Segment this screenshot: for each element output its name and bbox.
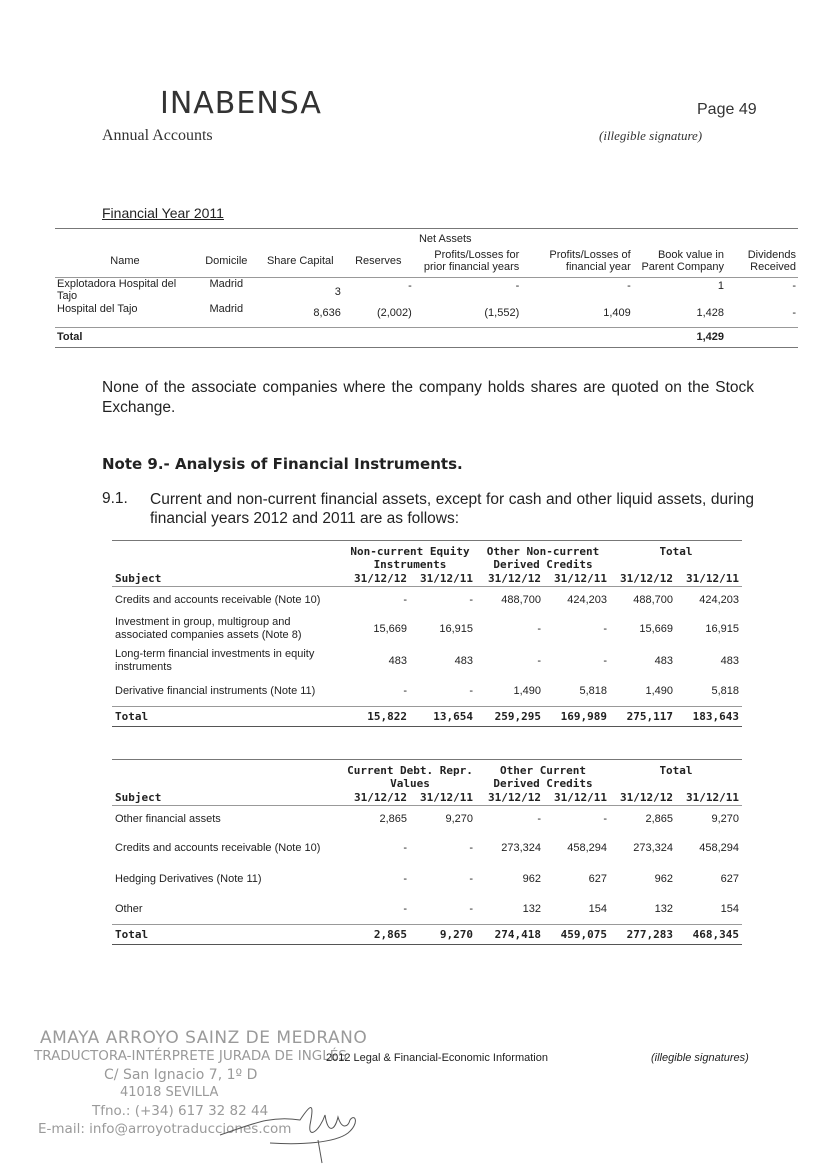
note-heading: Note 9.- Analysis of Financial Instruments. — [102, 455, 463, 473]
cell: Other financial assets — [115, 813, 221, 826]
footer-signatures: (illegible signatures) — [651, 1052, 749, 1064]
group-header: Total — [659, 545, 693, 558]
cell: 962 — [654, 873, 673, 885]
column-header: Name — [110, 254, 140, 267]
cell: 5,818 — [711, 685, 739, 698]
cell: 424,203 — [567, 593, 607, 606]
cell: 1,490 — [645, 685, 673, 698]
cell: Madrid — [209, 277, 244, 290]
total-cell: 259,295 — [494, 710, 541, 723]
table-row — [112, 613, 742, 645]
cell: - — [403, 685, 407, 698]
cell: 15,669 — [373, 622, 407, 635]
cell: 154 — [720, 903, 739, 916]
cell: - — [792, 279, 796, 292]
item-text: Current and non-current financial assets, except for cash and other liquid assets, during financial years 2012 and 2011 are as follows: — [150, 491, 754, 527]
group-header: Non-current Equity Instruments — [350, 544, 470, 571]
group-header: Other Non-current Derived Credits — [486, 544, 600, 571]
table-current-financial-assets — [112, 759, 742, 945]
total-cell: 275,117 — [626, 710, 673, 723]
total-cell: 13,654 — [433, 710, 473, 723]
cell: (2,002) — [376, 307, 412, 319]
stamp-line: TRADUCTORA-INTÉRPRETE JURADA DE INGLÉS — [34, 1048, 347, 1064]
cell: - — [603, 654, 607, 667]
cell: 15,669 — [639, 622, 673, 635]
associates-paragraph: None of the associate companies where the company holds shares are quoted on the Stock Exchange. — [102, 379, 754, 416]
cell: - — [603, 622, 607, 635]
date-header: 31/12/12 — [620, 571, 673, 585]
cell: 132 — [654, 903, 673, 916]
column-header: Reserves — [355, 254, 402, 267]
stamp-line: E-mail: info@arroyotraducciones.com — [38, 1121, 292, 1137]
cell: - — [537, 813, 541, 826]
handwritten-signature-icon — [210, 1085, 390, 1165]
stamp-line: C/ San Ignacio 7, 1º D — [104, 1067, 258, 1083]
cell: 5,818 — [579, 685, 607, 698]
column-header: Profits/Losses for prior financial years — [423, 248, 520, 273]
cell: 627 — [588, 873, 607, 885]
cell: - — [408, 279, 412, 292]
total-cell: 9,270 — [439, 928, 473, 941]
cell: - — [469, 903, 473, 916]
column-header: Share Capital — [266, 254, 334, 267]
cell: Explotadora Hospital del Tajo — [57, 277, 177, 302]
financial-year-title: Financial Year 2011 — [102, 205, 224, 221]
cell: Investment in group, multigroup and associated companies assets (Note 8) — [115, 615, 302, 641]
cell: 1,409 — [603, 307, 631, 319]
cell: - — [403, 593, 407, 606]
cell: 132 — [522, 903, 541, 916]
total-label: Total — [57, 331, 83, 343]
total-label: Total — [115, 928, 149, 941]
cell: 16,915 — [439, 622, 473, 635]
cell: - — [469, 685, 473, 698]
cell: Madrid — [209, 303, 244, 315]
table-row — [112, 677, 742, 707]
page-number: Page 49 — [697, 101, 757, 118]
cell: 16,915 — [705, 622, 739, 635]
total-cell: 2,865 — [373, 928, 407, 941]
subject-header: Subject — [115, 790, 162, 804]
cell: 458,294 — [699, 842, 739, 854]
cell: 2,865 — [645, 813, 673, 826]
total-cell: 274,418 — [494, 928, 541, 941]
item-number: 9.1. — [102, 490, 128, 507]
cell: 488,700 — [633, 593, 673, 606]
cell: 273,324 — [633, 842, 673, 854]
total-cell: 169,989 — [560, 710, 607, 723]
cell: - — [469, 842, 473, 854]
date-header: 31/12/12 — [354, 790, 407, 804]
date-header: 31/12/11 — [686, 571, 739, 585]
cell: 1 — [717, 279, 724, 292]
cell: 483 — [388, 654, 407, 667]
group-header: Total — [659, 764, 693, 777]
date-header: 31/12/12 — [488, 790, 541, 804]
cell: - — [603, 813, 607, 826]
table-financial-year-2011 — [55, 228, 798, 348]
cell: 424,203 — [699, 593, 739, 606]
total-row — [112, 707, 742, 727]
date-header: 31/12/12 — [354, 571, 407, 585]
column-header: Domicile — [205, 254, 248, 267]
table-row — [55, 303, 798, 327]
cell: Hospital del Tajo — [57, 303, 138, 315]
date-header: 31/12/11 — [554, 790, 607, 804]
total-cell: 277,283 — [626, 928, 673, 941]
company-logo: INABENSA — [160, 86, 322, 121]
table-row — [112, 833, 742, 864]
cell: 483 — [654, 654, 673, 667]
cell: - — [403, 842, 407, 854]
cell: 9,270 — [445, 813, 473, 826]
document-subtitle: Annual Accounts — [102, 127, 213, 144]
cell: 2,865 — [379, 813, 407, 826]
cell: - — [627, 279, 631, 292]
table-row — [112, 645, 742, 677]
total-cell: 468,345 — [692, 928, 739, 941]
cell: 962 — [522, 873, 541, 885]
cell: 9,270 — [711, 813, 739, 826]
total-label: Total — [115, 710, 149, 723]
cell: - — [537, 622, 541, 635]
group-header-net-assets: Net Assets — [418, 233, 472, 245]
cell: 3 — [334, 285, 341, 298]
signature-note: (illegible signature) — [599, 128, 703, 143]
cell: 483 — [454, 654, 473, 667]
cell: 1,490 — [513, 685, 541, 698]
cell: 8,636 — [313, 307, 341, 319]
cell: - — [537, 654, 541, 667]
cell: 483 — [720, 654, 739, 667]
column-header: Book value in Parent Company — [641, 248, 724, 273]
cell: - — [469, 593, 473, 606]
date-header: 31/12/11 — [686, 790, 739, 804]
cell: - — [792, 307, 796, 319]
total-cell: 15,822 — [367, 710, 407, 723]
cell: 1,428 — [696, 307, 724, 319]
cell: 273,324 — [501, 842, 541, 854]
footer-text: 2012 Legal & Financial-Economic Information — [326, 1052, 548, 1064]
cell: Other — [115, 903, 143, 916]
column-header: Dividends Received — [747, 248, 796, 273]
cell: - — [469, 873, 473, 885]
group-header: Current Debt. Repr. Values — [347, 763, 473, 790]
total-value: 1,429 — [696, 331, 724, 343]
subject-header: Subject — [115, 571, 162, 585]
date-header: 31/12/11 — [420, 571, 473, 585]
group-header: Other Current Derived Credits — [493, 763, 593, 790]
cell: 488,700 — [501, 593, 541, 606]
cell: Credits and accounts receivable (Note 10) — [115, 842, 321, 854]
date-header: 31/12/11 — [420, 790, 473, 804]
table-row — [112, 806, 742, 833]
table-row — [55, 277, 798, 303]
cell: Long-term financial investments in equity instruments — [115, 647, 315, 673]
table-noncurrent-financial-assets — [112, 540, 742, 727]
cell: Hedging Derivatives (Note 11) — [115, 873, 262, 885]
total-row — [112, 925, 742, 945]
total-cell: 459,075 — [560, 928, 607, 941]
stamp-line: Tfno.: (+34) 617 32 82 44 — [92, 1103, 269, 1119]
column-header: Profits/Losses of financial year — [549, 248, 631, 273]
cell: 154 — [588, 903, 607, 916]
table-row — [112, 864, 742, 895]
date-header: 31/12/12 — [620, 790, 673, 804]
table-row — [112, 587, 742, 613]
cell: Credits and accounts receivable (Note 10) — [115, 593, 321, 606]
total-row — [55, 327, 798, 347]
cell: - — [403, 903, 407, 916]
cell: 458,294 — [567, 842, 607, 854]
cell: Derivative financial instruments (Note 11) — [115, 685, 316, 698]
total-cell: 183,643 — [692, 710, 739, 723]
date-header: 31/12/12 — [488, 571, 541, 585]
cell: - — [515, 279, 520, 292]
cell: (1,552) — [484, 307, 520, 319]
date-header: 31/12/11 — [554, 571, 607, 585]
cell: 627 — [720, 873, 739, 885]
table-row — [112, 895, 742, 925]
stamp-line: AMAYA ARROYO SAINZ DE MEDRANO — [40, 1028, 368, 1048]
stamp-line: 41018 SEVILLA — [120, 1085, 219, 1100]
cell: - — [403, 873, 407, 885]
